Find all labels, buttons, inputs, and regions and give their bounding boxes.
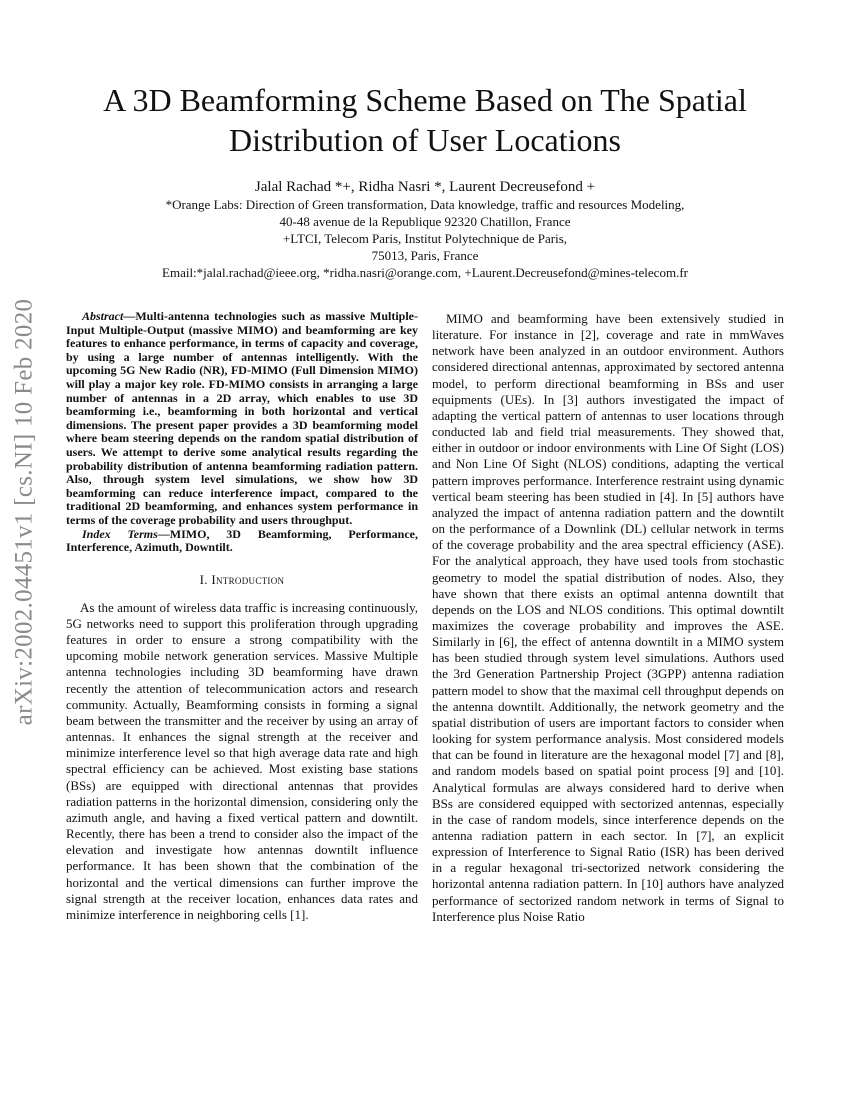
abstract-text: —Multi-antenna technologies such as massive Multiple-Input Multiple-Output (massive MIMO) and beamforming are key features to enhance performance, in terms of capacity and coverage, by using a large number of antennas intelligently. With the upcoming 5G New Radio (NR), FD-MIMO (Full Dimension MIMO) will play a major key role. FD-MIMO consists in arranging a large number of antennas in a 2D array, which enables to use 3D beamforming i.e., beamforming in both horizontal and vertical dimensions. The present paper provides a 3D beamforming model where beam steering depends on the random spatial distribution of users. We attempt to derive some analytical results regarding the probability distribution of antenna beamforming radiation pattern. Also, through system level simulations, we show how 3D beamforming can reduce interference impact, compared to the traditional 2D beamforming, and enhances system performance in terms of the coverage probability and users throughput. xyxy=(66,309,418,527)
abstract xyxy=(66,310,418,528)
paper-title xyxy=(60,80,790,160)
intro-paragraph: As the amount of wireless data traffic is increasing continuously, 5G networks need to support this proliferation through upgrading features in order to ensure a strong compatibility with the upcoming mobile network generation services. Massive Multiple antenna technologies including 3D beamforming have drawn recently the attention of telecommunication actors and research community. Actually, Beamforming consists in forming a signal beam between the transmitter and the receiver by using an array of antennas. It enhances the signal strength at the receiver and minimize interference level so that high average data rate and high spectral efficiency can be achieved. Most existing base stations (BSs) are equipped with directional antennas that provides radiation patterns in the horizontal dimension, considering only the azimuth angle, and having a fixed vertical pattern and downtilt. Recently, there has been a trend to consider also the impact of the elevation and investigate how antennas downtilt influence performance. It has been shown that the combination of the horizontal and the vertical dimensions can further improve the signal strength at the receiver location, enhances data rates and minimize interference in neighboring cells [1]. xyxy=(66,599,418,922)
title-line-2: Distribution of User Locations xyxy=(229,122,621,158)
index-terms-label: Index Terms xyxy=(82,526,158,541)
left-column xyxy=(66,310,418,923)
affiliation-line: *Orange Labs: Direction of Green transformation, Data knowledge, traffic and resources Modeling, xyxy=(165,197,685,212)
affiliation-line: 75013, Paris, France xyxy=(371,248,479,263)
affiliation-line: +LTCI, Telecom Paris, Institut Polytechnique de Paris, xyxy=(282,231,568,246)
author-list: Jalal Rachad *+, Ridha Nasri *, Laurent Decreusefond + xyxy=(254,179,596,195)
right-column xyxy=(432,311,784,925)
arxiv-identifier xyxy=(2,272,46,752)
related-work-paragraph: MIMO and beamforming have been extensively studied in literature. For instance in [2], coverage and rate in mmWaves network have been analyzed in an outdoor environment. Authors considered directional antennas, approximated by sectored antenna model, to perform directional beamforming in BSs and user equipments (UEs). In [3] authors investigated the impact of adapting the vertical pattern of antennas to user locations through conducted lab and field trial measurements. They showed that, either in outdoor or indoor environments with Line Of Sight (LOS) and Non Line Of Sight (NLOS) conditions, adapting the vertical pattern improves performance. Interference restraint using dynamic vertical beam steering has been studied in [4]. In [5] authors have analyzed the impact of antenna radiation pattern and the downtilt on the performance of a Downlink (DL) cellular network in terms of the coverage probability and the area spectral efficiency (ASE). For the analytical approach, they have used tools from stochastic geometry to model the spatial distribution of nodes. Also, they have shown that there exists an optimal antenna downtilt that depends on the LOS and NLOS conditions. This optimal downtilt maximizes the coverage probability and improves the ASE. Similarly in [6], the effect of antenna downtilt in a MIMO system has been studied through system level simulations. Authors used the 3rd Generation Partnership Project (3GPP) antenna radiation pattern model to show that the maximal cell throughput depends on the antenna downtilt. Additionally, the network geometry and the spatial distribution of users are important factors to consider when looking for system performance analysis. Most considered models that can be found in literature are the hexagonal model [7] and [8], and random models based on spatial point process [9] and [10]. Analytical formulas are always considered hard to derive when BSs are considered equipped with sectorized antennas, especially in the case of random models, since interference depends on the antenna radiation pattern in each sector. In [7], an explicit expression of Interference to Signal Ratio (ISR) has been derived in a regular hexagonal tri-sectorized network considering the horizontal antenna radiation pattern. In [10] authors have analyzed performance of sectorized random network in terms of Signal to Interference plus Noise Ratio xyxy=(432,311,784,924)
affiliation-line: 40-48 avenue de la Republique 92320 Chatillon, France xyxy=(279,214,571,229)
index-terms-text: —MIMO, 3D Beamforming, Performance, Interference, Azimuth, Downtilt. xyxy=(66,526,418,555)
title-line-1: A 3D Beamforming Scheme Based on The Spatial xyxy=(103,82,747,118)
affiliations xyxy=(60,196,790,281)
index-terms xyxy=(66,528,418,555)
arxiv-id-text: arXiv:2002.04451v1 [cs.NI] 10 Feb 2020 xyxy=(10,298,37,726)
email-line: Email:*jalal.rachad@ieee.org, *ridha.nasri@orange.com, +Laurent.Decreusefond@mines-telecom.fr xyxy=(162,265,688,280)
section-heading-introduction: I. Introduction xyxy=(199,571,285,587)
abstract-label: Abstract xyxy=(82,309,124,323)
